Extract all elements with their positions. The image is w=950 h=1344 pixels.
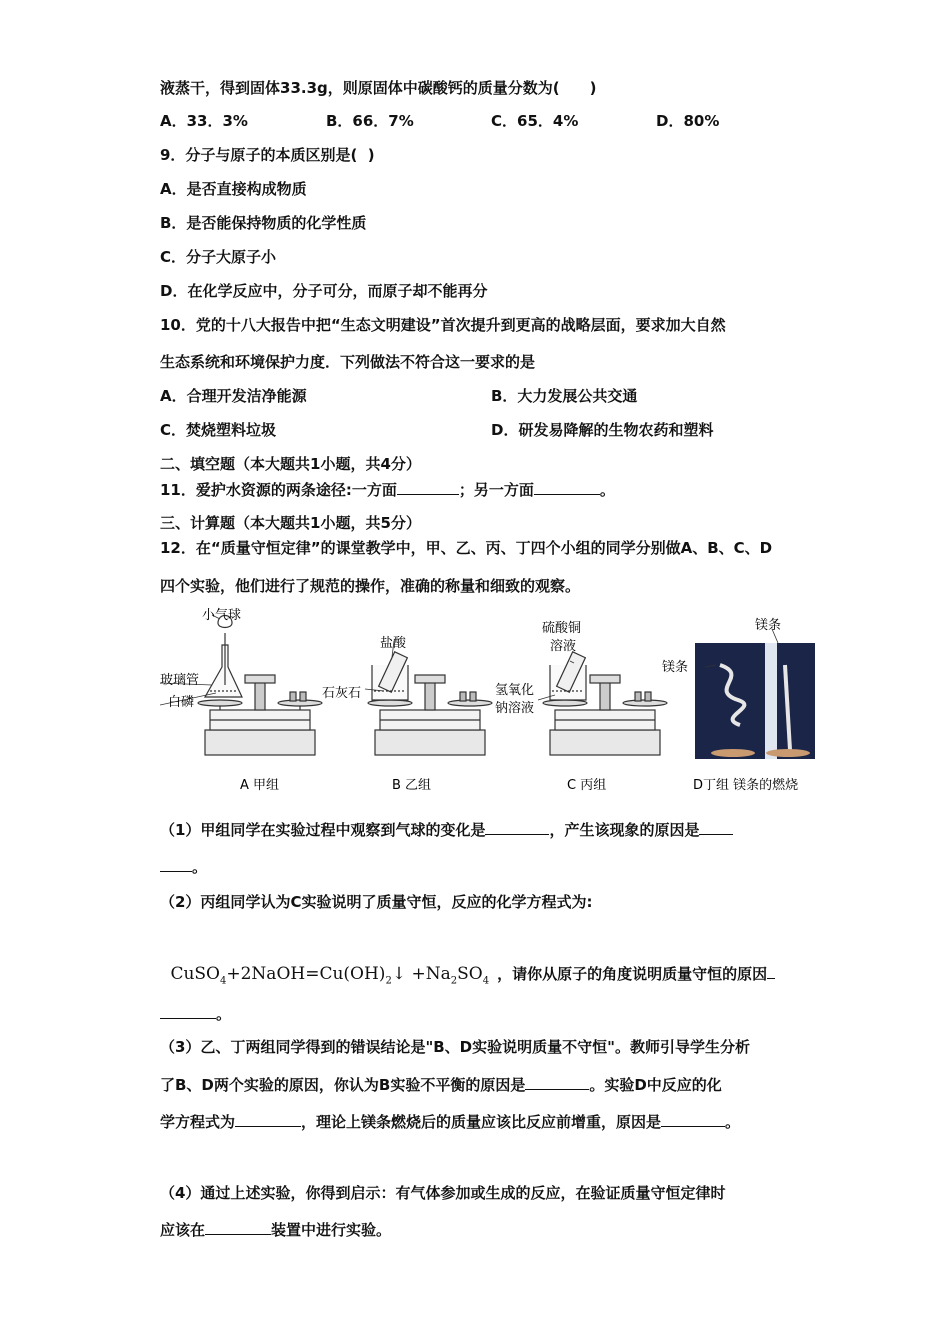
sub1-blank-1[interactable]	[485, 820, 549, 835]
q8-option-c: C．65．4%	[491, 112, 579, 130]
q9-stem: 9．分子与原子的本质区别是( )	[160, 146, 375, 164]
sub3-blank-2[interactable]	[235, 1112, 301, 1127]
label-mg-left: 镁条	[662, 660, 689, 675]
q12-line2: 四个实验，他们进行了规范的操作，准确的称量和细致的观察。	[160, 577, 581, 595]
label-naoh-2: 钠溶液	[495, 701, 535, 716]
q9-option-b: B．是否能保持物质的化学性质	[160, 214, 367, 232]
label-glass-tube: 玻璃管	[160, 673, 200, 688]
label-mg-top: 镁条	[755, 618, 782, 633]
q10-option-a: A．合理开发洁净能源	[160, 387, 307, 405]
q10-stem-line2: 生态系统和环境保护力度．下列做法不符合这一要求的是	[160, 353, 536, 371]
sub2-blank-b[interactable]	[160, 1004, 216, 1019]
sub1-line1: （1）甲组同学在实验过程中观察到气球的变化是 ，产生该现象的原因是	[160, 820, 733, 840]
sub4-line1: （4）通过上述实验，你得到启示：有气体参加或生成的反应，在验证质量守恒定律时	[160, 1184, 726, 1202]
caption-c: C 丙组	[567, 778, 607, 793]
sub1-blank-2a[interactable]	[699, 820, 733, 835]
label-balloon: 小气球	[202, 608, 242, 623]
q11-blank-1[interactable]	[397, 480, 459, 495]
q8-option-a: A．33．3%	[160, 112, 248, 130]
q10-option-c: C．焚烧塑料垃圾	[160, 421, 277, 439]
label-naoh-1: 氢氧化	[495, 683, 535, 698]
caption-a: A 甲组	[240, 778, 280, 793]
label-hcl: 盐酸	[380, 636, 407, 651]
sub2-line3: 。	[160, 1004, 231, 1024]
q9-option-a: A．是否直接构成物质	[160, 180, 307, 198]
label-white-phosphorus: 白磷	[168, 695, 195, 710]
q8-stem-tail: 液蒸干，得到固体33.3g，则原固体中碳酸钙的质量分数为( )	[160, 79, 597, 97]
section2-heading: 二、填空题（本大题共1小题，共4分）	[160, 455, 421, 473]
equation: $CuSO_4+2NaOH=Cu(OH)_2↓ +Na_2SO_4$	[170, 964, 490, 987]
sub3-line1: （3）乙、丁两组同学得到的错误结论是"B、D实验说明质量不守恒"。教师引导学生分析	[160, 1038, 750, 1056]
q11-blank-2[interactable]	[534, 480, 600, 495]
q12-line1: 12．在“质量守恒定律”的课堂教学中，甲、乙、丙、丁四个小组的同学分别做A、B、C、D	[160, 539, 773, 557]
sub4-line2: 应该在 装置中进行实验。	[160, 1221, 392, 1239]
q8-option-d: D．80%	[656, 112, 720, 130]
sub3-blank-1[interactable]	[525, 1075, 589, 1090]
label-limestone: 石灰石	[322, 686, 362, 701]
q9-option-c: C．分子大原子小	[160, 248, 277, 266]
q10-option-b: B．大力发展公共交通	[491, 387, 638, 405]
sub4-blank[interactable]	[205, 1220, 271, 1235]
sub3-line3: 学方程式为 ，理论上镁条燃烧后的质量应该比反应前增重，原因是 。	[160, 1113, 741, 1131]
label-cuso4-2: 溶液	[550, 639, 577, 654]
sub3-line2: 了B、D两个实验的原因，你认为B实验不平衡的原因是 。实验D中反应的化	[160, 1076, 722, 1094]
sub2-line1: （2）丙组同学认为C实验说明了质量守恒，反应的化学方程式为:	[160, 893, 593, 911]
experiment-figure	[160, 605, 820, 805]
caption-b: B 乙组	[392, 778, 432, 793]
photo-d	[695, 629, 815, 759]
label-cuso4-1: 硫酸铜	[542, 621, 582, 636]
caption-d: D丁组 镁条的燃烧	[693, 778, 799, 793]
q9-option-d: D．在化学反应中，分子可分，而原子却不能再分	[160, 282, 488, 300]
sub1-line2: 。	[160, 857, 207, 877]
q10-option-d: D．研发易降解的生物农药和塑料	[491, 421, 714, 439]
sub2-blank-a[interactable]	[767, 964, 775, 979]
section3-heading: 三、计算题（本大题共1小题，共5分）	[160, 514, 421, 532]
q11: 11．爱护水资源的两条途径:一方面 ；另一方面 。	[160, 481, 615, 499]
q10-stem-line1: 10．党的十八大报告中把“生态文明建设”首次提升到更高的战略层面，要求加大自然	[160, 316, 726, 334]
sub3-blank-3[interactable]	[661, 1112, 725, 1127]
beaker-c	[538, 652, 586, 700]
sub2-equation-line: $CuSO_4+2NaOH=Cu(OH)_2↓ +Na_2SO_4$ ，请你从原子的角度说明质量守恒的原因	[160, 944, 775, 974]
flask-a	[160, 615, 242, 705]
q8-option-b: B．66．7%	[326, 112, 414, 130]
sub1-blank-2b[interactable]	[160, 857, 192, 872]
